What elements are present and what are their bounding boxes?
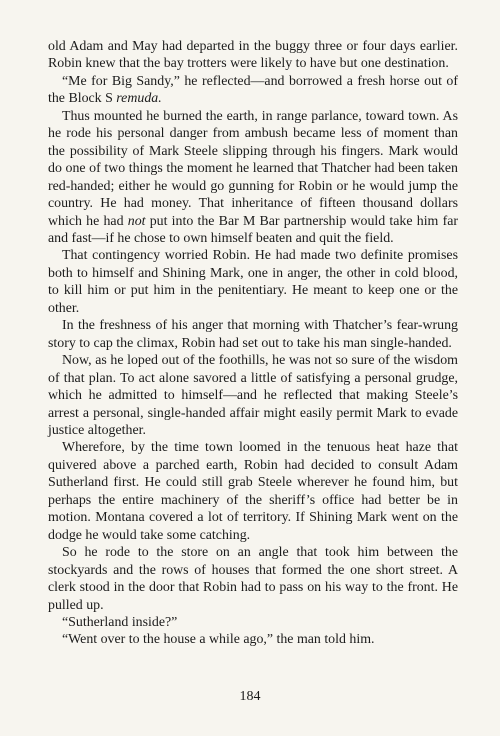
paragraph xyxy=(48,439,458,544)
page-number: 184 xyxy=(239,689,261,704)
text-run: Thus mounted he burned the earth, in range parlance, toward town. As he rode his personal danger from ambush became less of moment than the possibility of Mark Steele slipping through his fingers. Mark would do one of two things the moment he learned that Thatcher had been taken red-handed; either he would go gunning for Robin or he would jump the country. He had money. That inheritance of fifteen thousand dollars which he had xyxy=(48,108,458,229)
text-run: Wherefore, by the time town loomed in the tenuous heat haze that quivered above a parched earth, Robin had decided to consult Adam Sutherland first. He could still grab Steele wherever he found him, but perhaps the entire machinery of the sheriff’s office had better be in motion. Montana covered a lot of territory. If Shining Mark went on the dodge he would take some catching. xyxy=(48,440,458,543)
paragraph xyxy=(48,614,458,631)
paragraph xyxy=(48,247,458,317)
paragraph xyxy=(48,544,458,614)
text-run: “Went over to the house a while ago,” the man told him. xyxy=(62,632,375,648)
text-run: That contingency worried Robin. He had made two definite promises both to himself and Shining Mark, one in anger, the other in cold blood, to kill him or put him in the penitentiary. He meant to keep one or the other. xyxy=(48,248,458,316)
text-run: put into the Bar M Bar partnership would take him far and fast—if he chose to own himself beaten and quit the field. xyxy=(48,213,458,246)
text-run: “Sutherland inside?” xyxy=(62,614,178,630)
text-run: old Adam and May had departed in the buggy three or four days earlier. Robin knew that the bay trotters were likely to have but one destination. xyxy=(48,39,458,72)
body-text xyxy=(48,38,458,649)
text-run: So he rode to the store on an angle that took him between the stockyards and the rows of houses that formed the one short street. A clerk stood in the door that Robin had to pass on his way to the front. He pulled up. xyxy=(48,545,458,613)
text-run: “Me for Big Sandy,” he reflected—and borrowed a fresh horse out of the Block S xyxy=(48,73,458,107)
paragraph xyxy=(48,38,458,73)
italic-text: not xyxy=(127,213,146,229)
paragraph xyxy=(48,631,458,648)
paragraph xyxy=(48,317,458,352)
italic-text: remuda. xyxy=(116,91,162,107)
text-run: Now, as he loped out of the foothills, he was not so sure of the wisdom of that plan. To act alone savored a little of satisfying a personal grudge, which he admitted to himself—and he reflected that making Steele’s arrest a personal, single-handed affair might easily permit Mark to evade justice altogether. xyxy=(48,353,458,438)
paragraph xyxy=(48,108,458,248)
paragraph xyxy=(48,352,458,439)
text-run: In the freshness of his anger that morning with Thatcher’s fear-wrung story to cap the climax, Robin had set out to take his man single-handed. xyxy=(48,318,458,351)
paragraph xyxy=(48,73,458,108)
